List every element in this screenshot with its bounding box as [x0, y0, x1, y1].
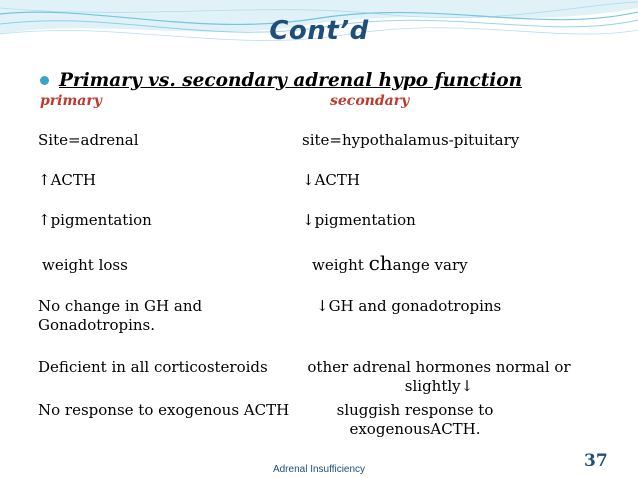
- row-3-primary: ↑pigmentation: [38, 211, 152, 229]
- row-4-primary: weight loss: [42, 256, 128, 274]
- row-1-secondary: site=hypothalamus-pituitary: [302, 131, 520, 149]
- row-6-secondary: [300, 358, 578, 396]
- row-7-secondary: [300, 401, 530, 439]
- row-7-secondary-line-2: exogenousACTH.: [349, 420, 481, 438]
- row-6-secondary-line-2: slightly↓: [404, 377, 474, 395]
- row-4-secondary-c: ange vary: [392, 256, 468, 274]
- slide-footer: Adrenal Insufficiency: [272, 464, 366, 475]
- row-2-secondary: ↓ACTH: [302, 171, 360, 189]
- row-5-primary-line-2: Gonadotropins.: [38, 316, 156, 334]
- bullet-icon: [40, 76, 49, 85]
- row-5-primary: [38, 297, 202, 335]
- row-2-primary: ↑ACTH: [38, 171, 96, 189]
- page-number: 37: [584, 451, 608, 471]
- row-1-primary: Site=adrenal: [38, 131, 139, 149]
- row-7-primary: No response to exogenous ACTH: [38, 401, 290, 419]
- row-6-secondary-line-1: other adrenal hormones normal or: [307, 358, 571, 376]
- row-7-secondary-line-1: sluggish response to: [336, 401, 494, 419]
- slide-title: Cont’d: [269, 16, 369, 46]
- comparison-heading: Primary vs. secondary adrenal hypo function: [59, 69, 523, 91]
- row-4-secondary-b: ch: [368, 251, 393, 275]
- row-5-primary-line-1: No change in GH and: [38, 297, 203, 315]
- row-4-secondary-a: weight: [312, 256, 369, 274]
- row-5-secondary: ↓GH and gonadotropins: [316, 297, 502, 315]
- column-header-secondary: secondary: [330, 93, 410, 109]
- row-6-primary: Deficient in all corticosteroids: [38, 358, 268, 376]
- bullet-heading: [40, 68, 522, 92]
- row-3-secondary: ↓pigmentation: [302, 211, 416, 229]
- row-4-secondary: [312, 251, 468, 275]
- column-header-primary: primary: [40, 93, 102, 109]
